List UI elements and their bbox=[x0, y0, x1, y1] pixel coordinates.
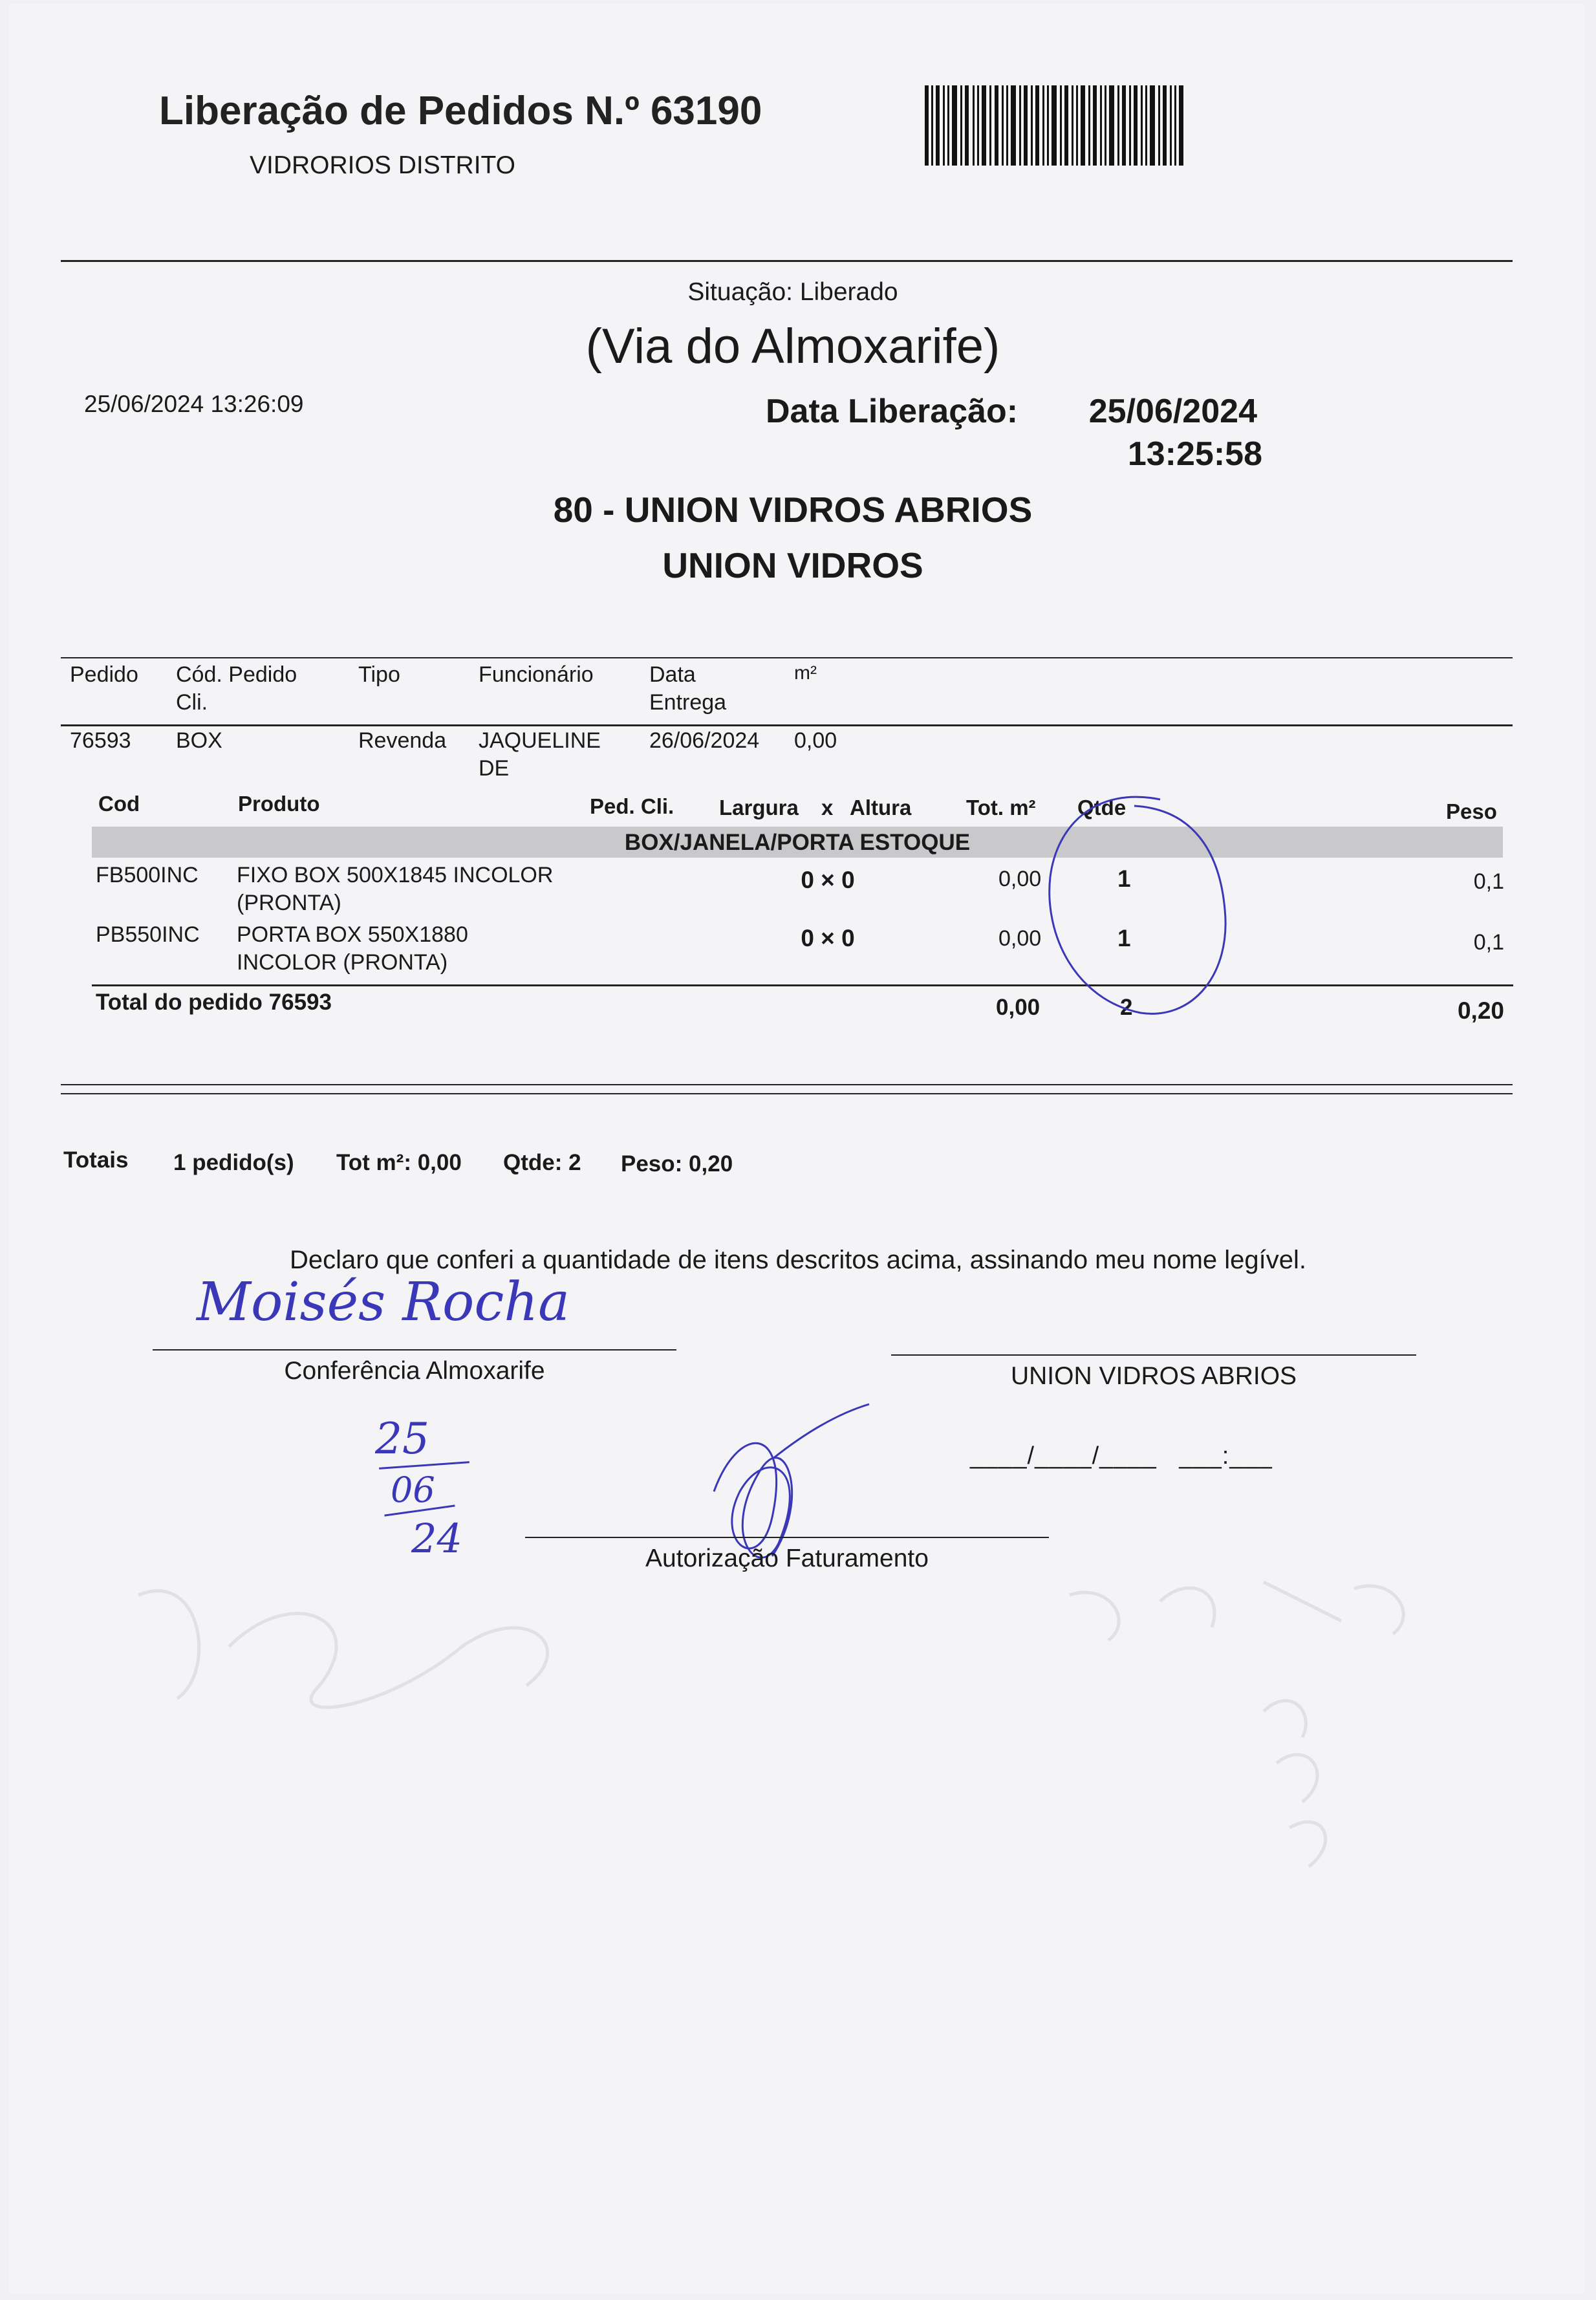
total-pedido-tot: 0,00 bbox=[996, 995, 1041, 1020]
conferencia-signature: Moisés Rocha bbox=[197, 1272, 570, 1333]
totais-label: Totais bbox=[63, 1147, 129, 1173]
product-row-2-tot: 0,00 bbox=[998, 926, 1042, 951]
product-row-1-qtde: 1 bbox=[1117, 865, 1131, 892]
order-data-entrega-value: 26/06/2024 bbox=[649, 728, 760, 753]
document-title: Liberação de Pedidos N.º 63190 bbox=[159, 89, 762, 133]
autorizacao-signature-line bbox=[525, 1537, 1049, 1538]
section-rule-2 bbox=[61, 1093, 1513, 1094]
products-col-tot-m2: Tot. m² bbox=[966, 796, 1036, 819]
totais-pedidos: 1 pedido(s) bbox=[173, 1150, 294, 1175]
order-col-cod-pedido-cli: Cód. Pedido Cli. bbox=[176, 662, 297, 715]
client-line1: 80 - UNION VIDROS ABRIOS bbox=[553, 490, 1033, 530]
products-col-qtde: Qtde bbox=[1077, 796, 1127, 819]
product-row-1-dims: 0 × 0 bbox=[801, 867, 855, 893]
totais-peso: Peso: 0,20 bbox=[621, 1151, 733, 1177]
products-col-altura: Altura bbox=[850, 796, 912, 819]
header-rule bbox=[61, 260, 1513, 262]
union-signature-label: UNION VIDROS ABRIOS bbox=[1010, 1362, 1297, 1390]
product-group-bar: BOX/JANELA/PORTA ESTOQUE bbox=[92, 827, 1503, 858]
products-col-cod: Cod bbox=[98, 792, 140, 816]
liberacao-time: 13:25:58 bbox=[1127, 435, 1262, 473]
order-pedido-value: 76593 bbox=[70, 728, 131, 753]
totais-qtde: Qtde: 2 bbox=[503, 1150, 581, 1175]
handwritten-month: 06 bbox=[391, 1470, 435, 1510]
order-m2-value: 0,00 bbox=[794, 728, 837, 753]
order-col-funcionario: Funcionário bbox=[479, 662, 594, 687]
order-col-m2: m² bbox=[794, 662, 817, 684]
conferencia-label: Conferência Almoxarife bbox=[284, 1357, 545, 1385]
product-row-2-produto: PORTA BOX 550X1880 INCOLOR (PRONTA) bbox=[237, 922, 468, 975]
handwritten-day: 25 bbox=[375, 1414, 429, 1464]
client-line2: UNION VIDROS bbox=[662, 545, 923, 585]
product-row-2-dims: 0 × 0 bbox=[801, 925, 855, 951]
products-col-largura: Largura bbox=[719, 796, 799, 819]
situacao-text: Situação: Liberado bbox=[687, 278, 898, 306]
print-datetime: 25/06/2024 13:26:09 bbox=[84, 391, 304, 417]
liberacao-date: 25/06/2024 bbox=[1088, 393, 1257, 430]
product-row-1-produto: FIXO BOX 500X1845 INCOLOR (PRONTA) bbox=[237, 863, 554, 915]
products-col-peso: Peso bbox=[1446, 799, 1497, 823]
product-row-1-peso: 0,1 bbox=[1473, 869, 1504, 894]
order-col-tipo: Tipo bbox=[358, 662, 400, 687]
union-signature-line bbox=[891, 1354, 1416, 1356]
date-fill-line: ____/____/____ ___:___ bbox=[970, 1442, 1273, 1470]
products-col-ped-cli: Ped. Cli. bbox=[590, 794, 674, 818]
barcode bbox=[925, 85, 1183, 166]
section-rule-1 bbox=[61, 1084, 1513, 1085]
conferencia-signature-line bbox=[153, 1349, 676, 1351]
liberacao-label: Data Liberação: bbox=[766, 393, 1019, 430]
order-table-top-rule bbox=[61, 657, 1513, 658]
products-total-rule bbox=[92, 984, 1513, 986]
order-funcionario-value: JAQUELINE DE bbox=[479, 728, 601, 781]
product-row-1-tot: 0,00 bbox=[998, 867, 1042, 891]
order-col-pedido: Pedido bbox=[70, 662, 138, 687]
product-row-1-cod: FB500INC bbox=[96, 863, 199, 887]
company-name: VIDRORIOS DISTRITO bbox=[250, 151, 515, 179]
ink-circle-annotation bbox=[966, 780, 1264, 1039]
product-row-2-qtde: 1 bbox=[1117, 925, 1131, 951]
total-pedido-qtde: 2 bbox=[1120, 995, 1133, 1020]
order-cod-cli-value: BOX bbox=[176, 728, 222, 753]
products-col-produto: Produto bbox=[238, 792, 320, 816]
embossed-impressions bbox=[125, 1543, 1483, 1880]
order-col-data-entrega: Data Entrega bbox=[649, 662, 727, 715]
totais-tot-m2: Tot m²: 0,00 bbox=[336, 1150, 462, 1175]
autorizacao-label: Autorização Faturamento bbox=[645, 1545, 929, 1572]
products-col-x: x bbox=[821, 796, 834, 819]
document-page bbox=[9, 4, 1584, 2294]
via-title: (Via do Almoxarife) bbox=[585, 319, 1000, 374]
declaration-text: Declaro que conferi a quantidade de itens descritos acima, assinando meu nome legível. bbox=[289, 1246, 1307, 1274]
total-pedido-label: Total do pedido 76593 bbox=[96, 990, 332, 1015]
order-table-header-rule bbox=[61, 724, 1513, 726]
total-pedido-peso: 0,20 bbox=[1457, 997, 1504, 1024]
handwritten-year: 24 bbox=[411, 1515, 462, 1562]
product-row-2-cod: PB550INC bbox=[96, 922, 200, 947]
product-row-2-peso: 0,1 bbox=[1473, 930, 1504, 955]
order-tipo-value: Revenda bbox=[358, 728, 447, 753]
